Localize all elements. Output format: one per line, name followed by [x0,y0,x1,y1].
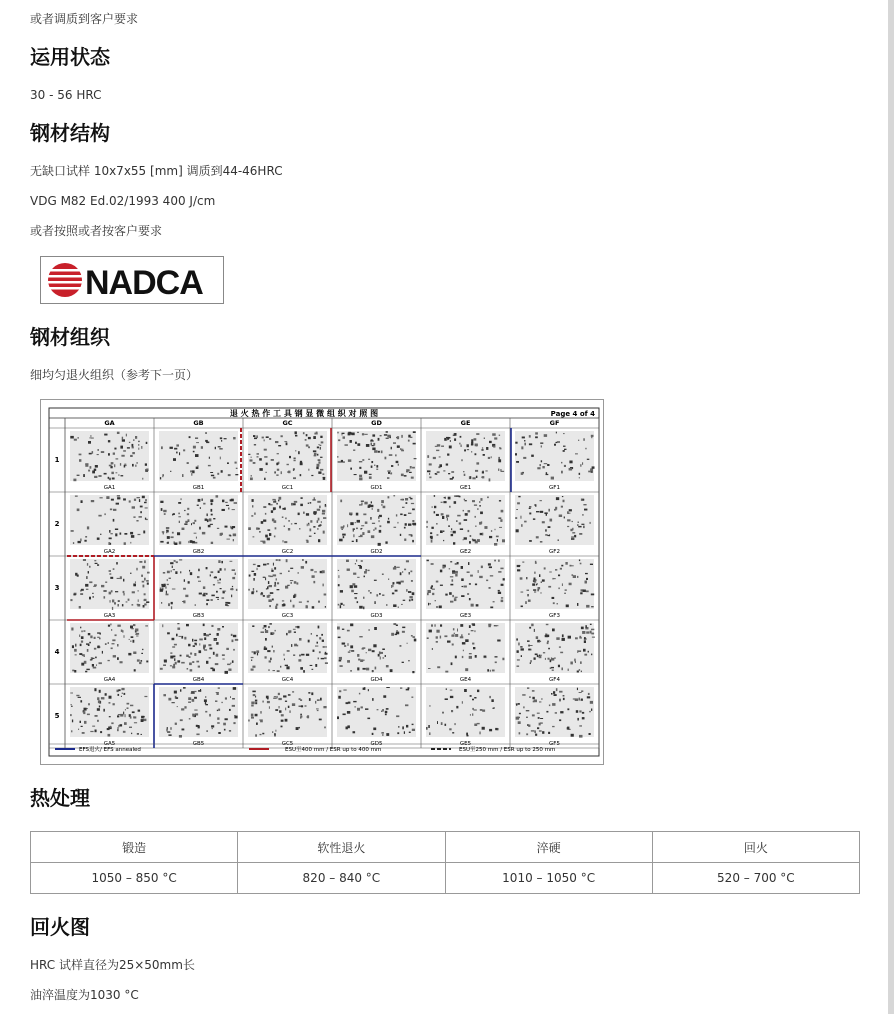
table-header-cell: 回火 [652,832,859,863]
row-label: 3 [54,584,60,592]
sample-label: GF5 [549,741,560,747]
sample-label: GC3 [281,613,294,619]
micrograph-sample [70,431,149,481]
micrograph-sample [515,623,595,673]
sample-label: GA3 [103,613,116,619]
micrograph-sample [515,687,594,738]
table-header-cell: 锻造 [31,832,238,863]
row-label: 2 [54,520,60,528]
table-cell: 520 – 700 °C [652,863,859,894]
legend-item: ESU至400 mm / ESR up to 400 mm [285,747,382,753]
micrograph-sample [337,559,416,609]
sample-label: GB3 [192,613,205,619]
sample-label: GE2 [459,549,472,555]
sample-label: GE4 [459,677,472,683]
nadca-wordmark: NADCA [85,264,203,302]
sample-label: GF4 [549,677,560,683]
heat-heading: 热处理 [30,786,90,810]
sample-label: GC5 [281,741,294,747]
micrograph-sample [515,431,595,481]
chart-page-label: Page 4 of 4 [550,410,595,418]
table-cell: 1050 – 850 °C [31,863,238,894]
sample-label: GE1 [459,485,472,491]
sample-label: GD5 [370,741,383,747]
column-header: GE [460,419,471,427]
micrograph-sample [248,559,327,609]
nadca-logo [40,256,224,304]
micrograph-sample [70,559,150,610]
structure-line: 无缺口试样 10x7x55 [mm] 调质到44-46HRC [30,164,283,178]
sample-label: GF1 [549,485,560,491]
micrograph-sample [70,687,149,737]
heat-treatment-table [30,831,860,894]
sample-label: GE3 [459,613,472,619]
sample-label: GE5 [459,741,472,747]
micrograph-sample [337,687,416,737]
microstructure-chart [40,399,604,765]
micrograph-sample [70,623,149,673]
micrograph-sample [426,431,505,481]
usage-heading: 运用状态 [30,45,110,69]
chart-title: 退 火 热 作 工 具 钢 显 微 组 织 对 照 图 [229,409,379,418]
micrograph-sample [159,623,238,674]
micrograph-sample [337,623,416,673]
micrograph-sample [159,687,238,738]
micrograph-sample [426,687,505,737]
scrollbar-track[interactable] [888,0,894,1014]
sample-label: GB1 [192,485,205,491]
column-header: GA [104,419,115,427]
sample-label: GF3 [549,613,560,619]
sample-label: GA1 [103,485,116,491]
table-row [31,832,860,863]
micrograph-sample [515,559,594,609]
micrograph-sample [337,495,416,546]
row-label: 1 [54,456,60,464]
micro-heading: 钢材组织 [30,325,110,349]
column-header: GF [549,419,560,427]
sample-label: GC2 [281,549,294,555]
micrograph-sample [159,431,238,481]
sample-label: GC4 [281,677,294,683]
column-header: GB [193,419,204,427]
micrograph-sample [248,431,327,481]
legend-item: ESU至250 mm / ESR up to 250 mm [459,747,556,753]
temper-heading: 回火图 [30,915,90,939]
sample-label: GB4 [192,677,205,683]
legend-item: EFS退火/ EFS annealed [79,747,141,753]
sample-label: GD4 [370,677,383,683]
table-cell: 1010 – 1050 °C [445,863,652,894]
micrograph-sample [426,623,505,673]
micrograph-sample [426,495,505,546]
row-label: 4 [54,648,60,656]
micrograph-sample [70,495,149,545]
micrograph-sample [159,495,238,545]
usage-value: 30 - 56 HRC [30,88,102,102]
column-header: GC [282,419,293,427]
temper-line: HRC 试样直径为25×50mm长 [30,958,195,972]
sample-label: GD3 [370,613,383,619]
table-cell: 820 – 840 °C [238,863,445,894]
sample-label: GF2 [549,549,560,555]
temper-line: 油淬温度为1030 °C [30,988,139,1002]
table-header-cell: 淬硬 [445,832,652,863]
sample-label: GD2 [370,549,383,555]
structure-heading: 钢材结构 [30,121,110,145]
table-row [31,863,860,894]
table-header-cell: 软性退火 [238,832,445,863]
column-header: GD [371,419,382,427]
sample-label: GD1 [370,485,383,491]
structure-line: VDG M82 Ed.02/1993 400 J/cm [30,194,216,208]
micrograph-sample [337,431,417,481]
micrograph-sample [159,559,238,609]
micrograph-sample [248,687,327,737]
micrograph-sample [426,559,505,609]
sample-label: GA2 [103,549,116,555]
micrograph-sample [248,623,328,673]
sample-label: GC1 [281,485,294,491]
micro-desc: 细均匀退火组织（参考下一页） [30,368,199,382]
intro-text: 或者调质到客户要求 [30,12,139,26]
sample-label: GB2 [192,549,205,555]
sample-label: GB5 [192,741,205,747]
row-label: 5 [54,712,60,720]
micrograph-sample [515,495,594,545]
structure-line: 或者按照或者按客户要求 [30,224,163,238]
sample-label: GA5 [103,741,116,747]
micrograph-sample [248,495,327,545]
sample-label: GA4 [103,677,116,683]
nadca-globe-icon [46,263,84,297]
